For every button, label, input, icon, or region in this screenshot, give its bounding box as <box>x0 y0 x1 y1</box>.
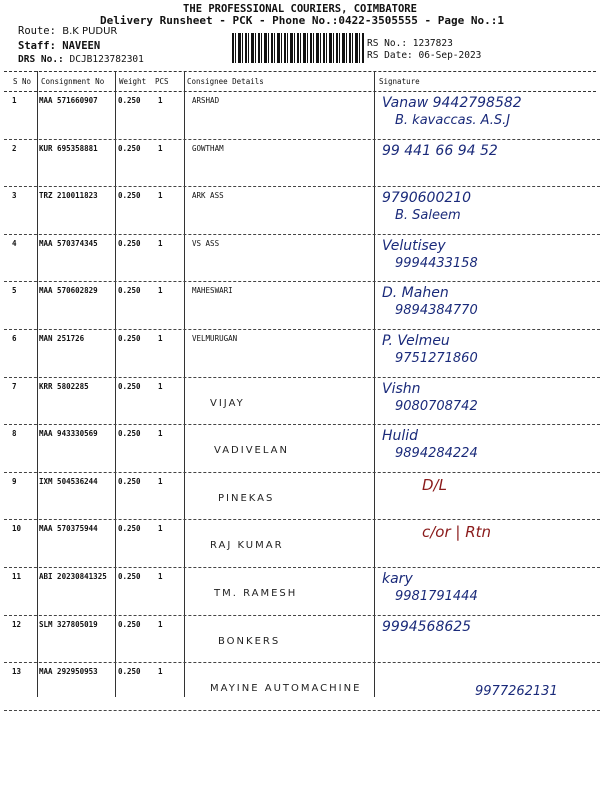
row-pcs: 1 <box>158 143 163 153</box>
row-pcs: 1 <box>158 429 163 439</box>
row-signature-phone: 9977262131 <box>475 684 558 700</box>
row-consignment-no: MAA 571660907 <box>39 96 98 105</box>
row-signature: P. Velmeu <box>382 333 450 349</box>
row-signature-phone: 9894384770 <box>395 303 478 319</box>
row-pcs: 1 <box>158 381 163 391</box>
row-consignee-name: VELMURUGAN <box>192 334 238 343</box>
row-signature-phone: 9894284224 <box>395 446 478 462</box>
row-signature-phone: 9751271860 <box>395 351 478 366</box>
row-sno: 6 <box>12 334 17 343</box>
row-consignment-no: MAA 943330569 <box>39 429 98 439</box>
row-signature-phone: 9080708742 <box>395 398 478 414</box>
row-weight: 0.250 <box>118 96 141 105</box>
col-header-pcs: PCS <box>155 77 169 86</box>
row-consignment-no: MAA 570375944 <box>39 524 98 534</box>
row-pcs: 1 <box>158 191 163 201</box>
row-consignee-name: PINEKAS <box>218 492 275 504</box>
row-consignee-name: VADIVELAN <box>214 445 289 457</box>
row-weight: 0.250 <box>118 381 141 391</box>
row-pcs: 1 <box>158 619 163 629</box>
row-divider <box>4 567 600 568</box>
row-divider <box>4 139 600 140</box>
row-consignee-name: MAYINE AUTOMACHINE <box>210 683 362 695</box>
row-weight: 0.250 <box>118 619 141 629</box>
row-signature: Velutisey <box>382 237 446 254</box>
row-consignee-name: MAHESWARI <box>192 286 233 296</box>
row-pcs: 1 <box>158 334 163 343</box>
row-consignee-name: ARK ASS <box>192 191 224 201</box>
row-divider <box>4 424 600 425</box>
row-pcs: 1 <box>158 476 163 486</box>
row-consignee-name: RAJ KUMAR <box>210 540 284 552</box>
row-pcs: 1 <box>158 667 163 677</box>
col-divider <box>374 71 375 697</box>
row-sno: 13 <box>12 667 22 677</box>
drs-label: DRS No.: <box>18 54 64 65</box>
runsheet-subtitle: Delivery Runsheet - PCK - Phone No.:0422-3505555 - Page No.:1 <box>100 14 504 27</box>
table-top-border <box>4 71 596 72</box>
row-consignee-name: ARSHAD <box>192 96 220 105</box>
row-weight: 0.250 <box>118 286 141 296</box>
row-sno: 7 <box>12 381 17 391</box>
row-signature-phone: B. kavaccas. A.S.J <box>395 113 511 128</box>
row-weight: 0.250 <box>118 238 141 248</box>
row-weight: 0.250 <box>118 667 141 677</box>
row-consignment-no: MAA 570374345 <box>39 238 98 248</box>
col-header-details: Consignee Details <box>187 77 264 86</box>
row-pcs: 1 <box>158 524 163 534</box>
col-divider <box>37 71 38 697</box>
drs-line <box>18 54 144 65</box>
row-weight: 0.250 <box>118 191 141 201</box>
row-signature-phone: 9994433158 <box>395 255 478 271</box>
row-sno: 4 <box>12 238 17 248</box>
row-consignment-no: MAN 251726 <box>39 334 85 343</box>
row-pcs: 1 <box>158 286 163 296</box>
row-pcs: 1 <box>158 96 163 105</box>
row-sno: 5 <box>12 286 17 296</box>
row-signature: Vishn <box>382 380 421 397</box>
row-divider <box>4 519 600 520</box>
row-sno: 12 <box>12 619 22 629</box>
row-sno: 2 <box>12 143 17 153</box>
route-value: B.K PUDUR <box>62 26 118 37</box>
row-signature: kary <box>382 571 413 587</box>
row-signature: D/L <box>422 475 447 494</box>
row-sno: 11 <box>12 572 22 581</box>
row-consignment-no: KRR 5802285 <box>39 381 89 391</box>
row-consignment-no: KUR 695358881 <box>39 143 98 153</box>
staff-line <box>18 40 100 52</box>
row-divider <box>4 615 600 616</box>
rs-number: RS No.: 1237823 <box>367 38 453 49</box>
row-signature: 99 441 66 94 52 <box>382 142 498 159</box>
row-signature: c/or | Rtn <box>422 523 492 542</box>
col-header-signature: Signature <box>379 77 420 86</box>
route-line <box>18 25 117 37</box>
row-consignment-no: TRZ 210011823 <box>39 191 98 201</box>
col-header-consignment: Consignment No <box>41 77 105 86</box>
row-sno: 3 <box>12 191 17 201</box>
row-pcs: 1 <box>158 238 163 248</box>
staff-value: NAVEEN <box>62 40 101 52</box>
row-consignment-no: ABI 20230841325 <box>39 572 107 581</box>
row-divider <box>4 234 600 235</box>
row-pcs: 1 <box>158 572 163 581</box>
row-signature: 9994568625 <box>382 618 472 635</box>
row-consignment-no: MAA 570602829 <box>39 286 98 296</box>
row-consignee-name: BONKERS <box>218 635 281 647</box>
row-weight: 0.250 <box>118 476 141 486</box>
row-divider <box>4 472 600 473</box>
row-weight: 0.250 <box>118 334 141 343</box>
row-sno: 9 <box>12 476 17 486</box>
row-divider <box>4 710 600 711</box>
barcode-image <box>232 33 364 63</box>
row-divider <box>4 662 600 663</box>
col-header-sno: S No <box>13 77 32 86</box>
row-signature: 9790600210 <box>382 190 472 207</box>
row-consignee-name: GOWTHAM <box>192 143 224 153</box>
row-divider <box>4 281 600 282</box>
row-consignment-no: MAA 292950953 <box>39 667 98 677</box>
row-weight: 0.250 <box>118 524 141 534</box>
route-label: Route: <box>18 25 56 37</box>
col-header-weight: Weight <box>119 77 147 86</box>
row-sno: 10 <box>12 524 22 534</box>
row-consignee-name: TM. RAMESH <box>214 588 298 599</box>
row-consignee-name: VS ASS <box>192 238 220 248</box>
row-signature: Vanaw 9442798582 <box>382 95 522 111</box>
staff-label: Staff: <box>18 40 56 52</box>
row-weight: 0.250 <box>118 429 141 439</box>
row-weight: 0.250 <box>118 572 141 581</box>
row-consignment-no: IXM 504536244 <box>39 476 98 486</box>
row-signature-phone: B. Saleem <box>395 208 461 224</box>
row-divider <box>4 329 600 330</box>
col-divider <box>115 71 116 697</box>
table-header-border <box>4 91 596 92</box>
row-sno: 1 <box>12 96 17 105</box>
rs-date: RS Date: 06-Sep-2023 <box>367 50 482 61</box>
row-weight: 0.250 <box>118 143 141 153</box>
row-signature: Hulid <box>382 428 419 445</box>
row-signature-phone: 9981791444 <box>395 589 478 604</box>
col-divider <box>184 71 185 697</box>
row-signature: D. Mahen <box>382 285 449 302</box>
row-consignment-no: SLM 327805019 <box>39 619 98 629</box>
company-title: THE PROFESSIONAL COURIERS, COIMBATORE <box>183 3 417 15</box>
drs-value: DCJB123782301 <box>69 54 144 65</box>
row-consignee-name: VIJAY <box>210 397 245 409</box>
row-divider <box>4 377 600 378</box>
row-sno: 8 <box>12 429 17 439</box>
row-divider <box>4 186 600 187</box>
